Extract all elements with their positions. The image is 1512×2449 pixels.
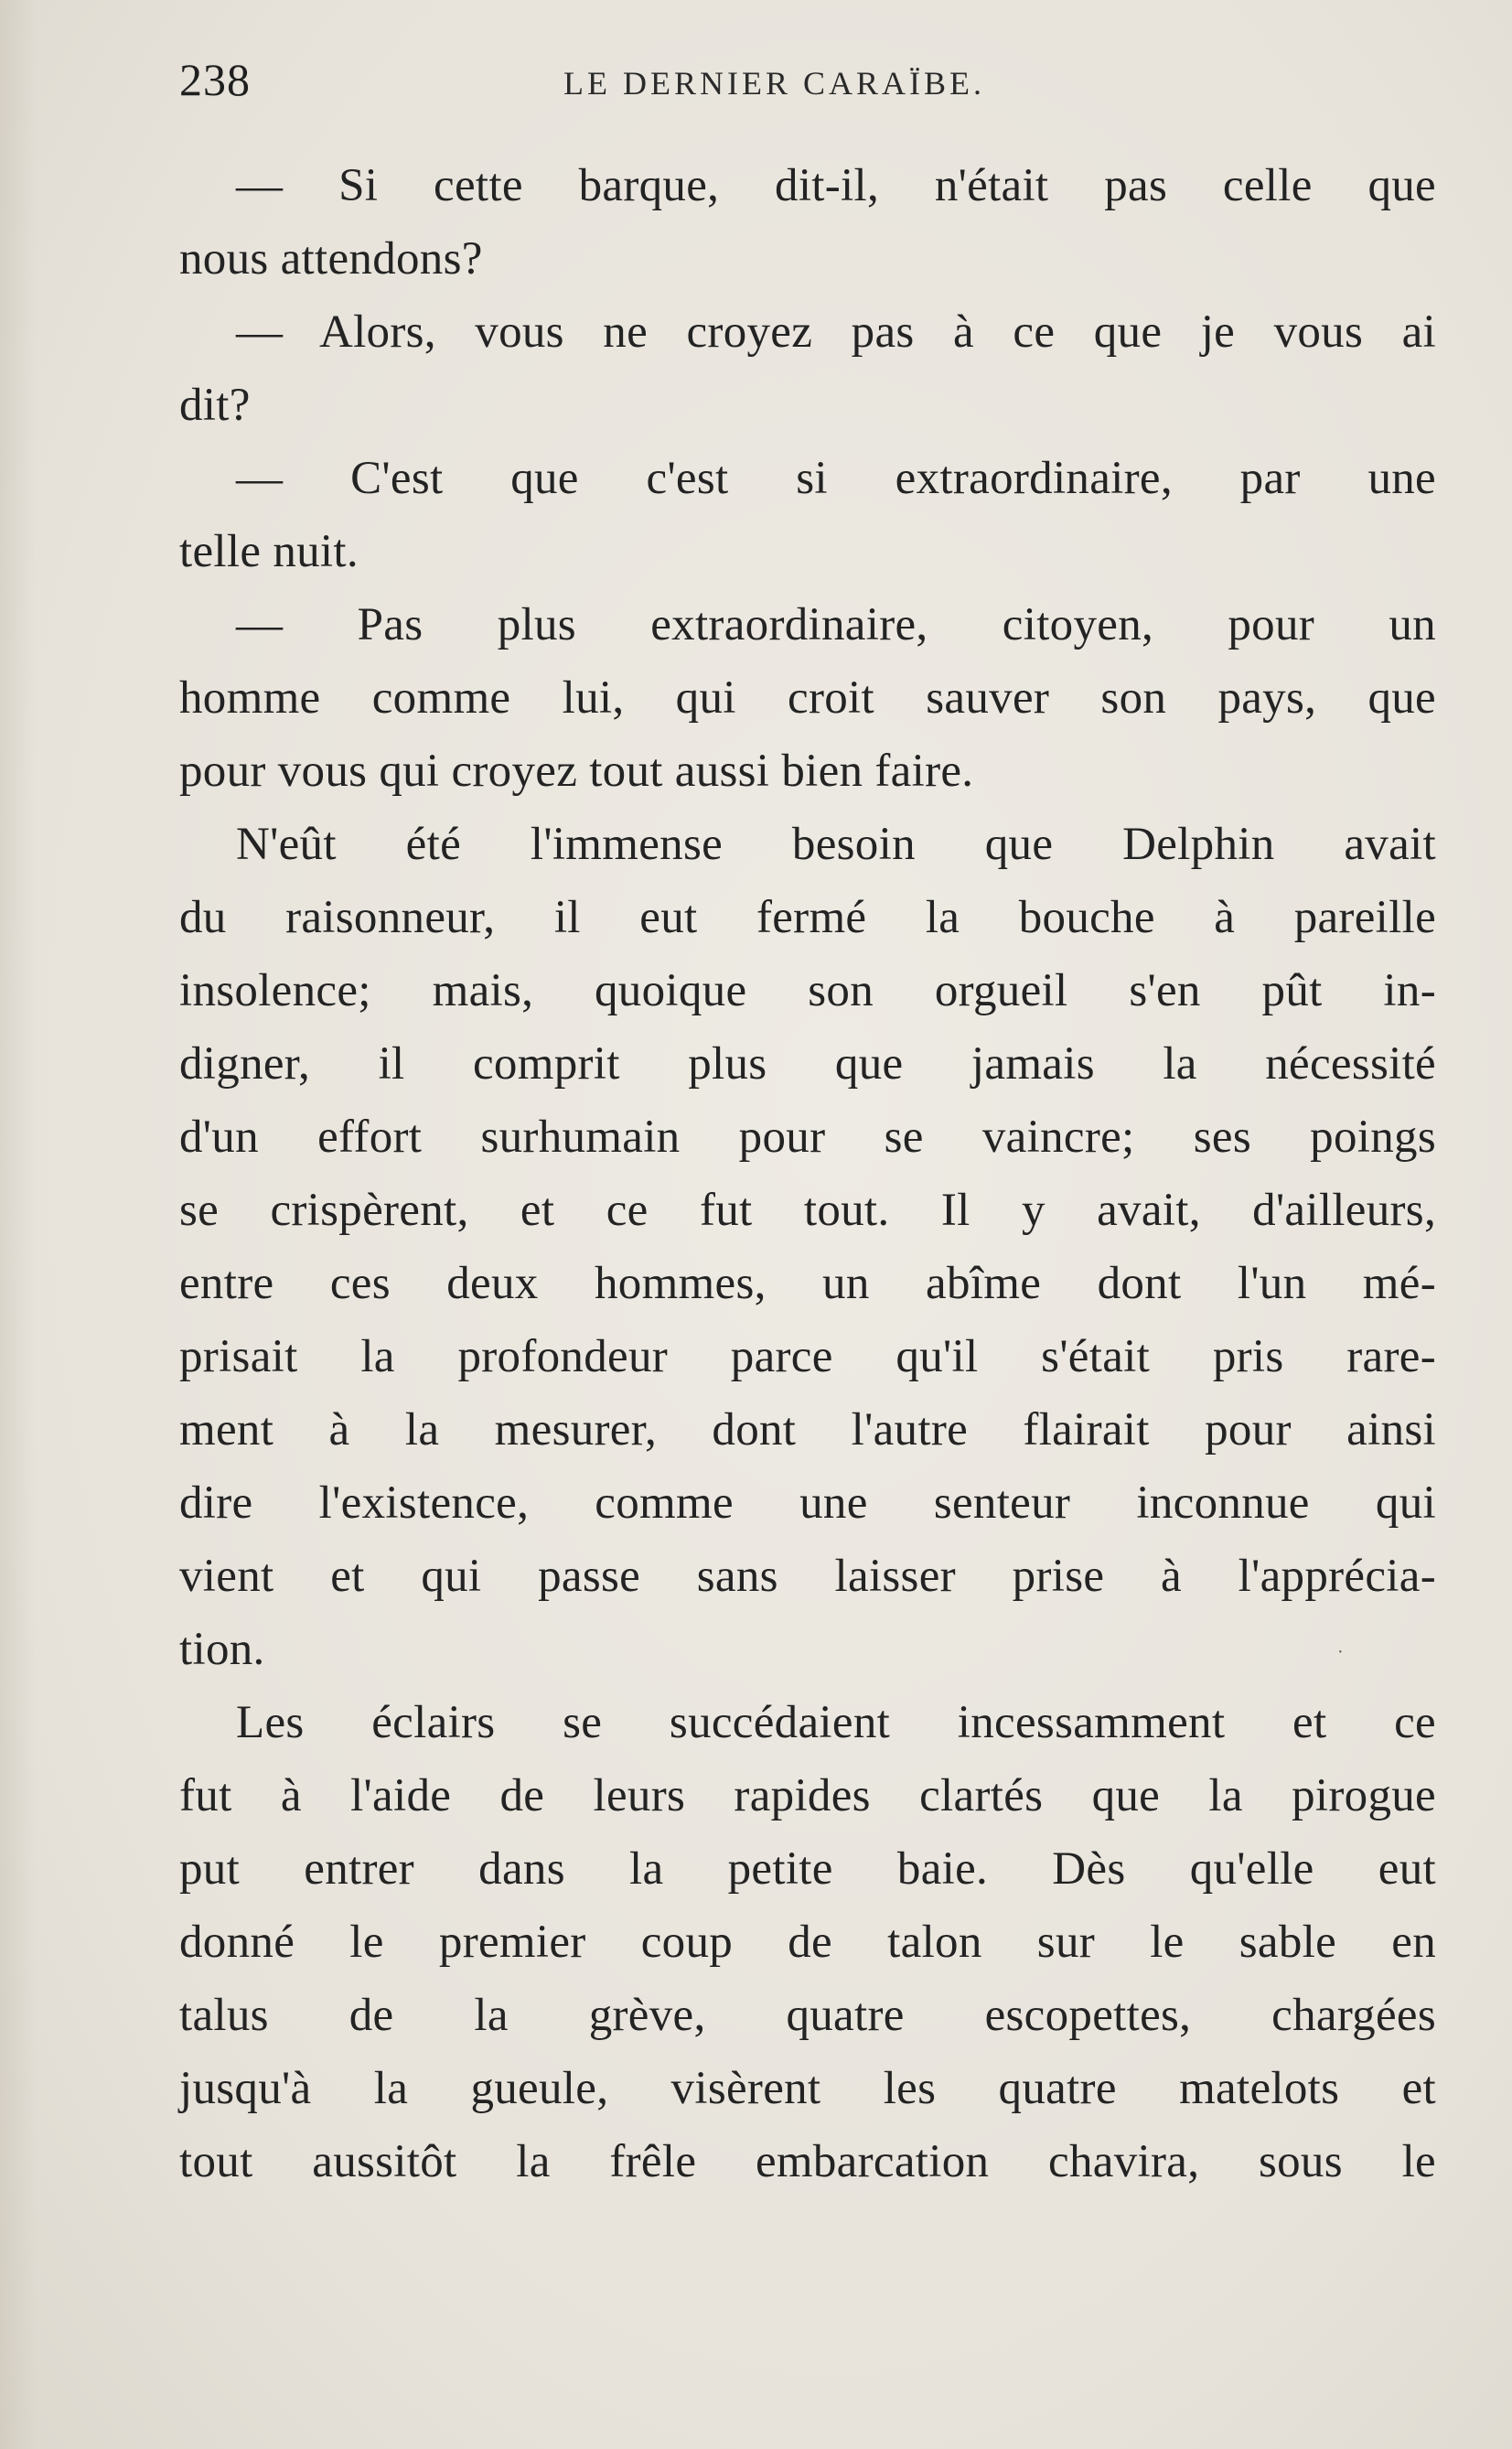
text-line: dire l'existence, comme une senteur inconnue qui: [179, 1477, 1436, 1529]
text-line: pour vous qui croyez tout aussi bien faire.: [179, 746, 974, 797]
text-line: du raisonneur, il eut fermé la bouche à pareille: [179, 892, 1436, 943]
body-text: [179, 149, 1436, 2198]
text-line: Les éclairs se succédaient incessamment et ce: [236, 1697, 1436, 1748]
text-line: tout aussitôt la frêle embarcation chavira, sous le: [179, 2136, 1436, 2187]
text-line: insolence; mais, quoique son orgueil s'en pût in-: [179, 965, 1436, 1016]
text-line: entre ces deux hommes, un abîme dont l'un mé-: [179, 1258, 1436, 1309]
text-line: d'un effort surhumain pour se vaincre; ses poings: [179, 1112, 1436, 1163]
text-line: prisait la profondeur parce qu'il s'était pris rare-: [179, 1331, 1436, 1382]
running-title: LE DERNIER CARAÏBE.: [563, 65, 985, 102]
ink-speck: ·: [1337, 1642, 1344, 1662]
text-line: N'eût été l'immense besoin que Delphin avait: [236, 819, 1436, 870]
text-line: talus de la grève, quatre escopettes, chargées: [179, 1990, 1436, 2041]
text-line: digner, il comprit plus que jamais la nécessité: [179, 1038, 1436, 1090]
text-line: fut à l'aide de leurs rapides clartés que la pirogue: [179, 1770, 1436, 1821]
page-header: [179, 48, 1436, 121]
text-line: telle nuit.: [179, 526, 359, 577]
text-line: — Alors, vous ne croyez pas à ce que je vous ai: [236, 306, 1436, 358]
text-line: donné le premier coup de talon sur le sable en: [179, 1917, 1436, 1968]
text-line: ment à la mesurer, dont l'autre flairait pour ainsi: [179, 1404, 1436, 1455]
text-line: — Si cette barque, dit-il, n'était pas celle que: [236, 160, 1436, 211]
text-line: nous attendons?: [179, 233, 483, 285]
text-line: vient et qui passe sans laisser prise à l'apprécia-: [179, 1551, 1436, 1602]
text-line: dit?: [179, 380, 251, 431]
text-line: — C'est que c'est si extraordinaire, par une: [236, 453, 1436, 504]
text-line: jusqu'à la gueule, visèrent les quatre matelots et: [179, 2063, 1436, 2114]
page-number: 238: [179, 54, 251, 105]
text-line: tion.: [179, 1624, 265, 1675]
text-line: se crispèrent, et ce fut tout. Il y avait, d'ailleurs,: [179, 1185, 1436, 1236]
text-line: — Pas plus extraordinaire, citoyen, pour un: [236, 599, 1436, 650]
text-line: homme comme lui, qui croit sauver son pays, que: [179, 672, 1436, 724]
text-line: put entrer dans la petite baie. Dès qu'elle eut: [179, 1843, 1436, 1895]
